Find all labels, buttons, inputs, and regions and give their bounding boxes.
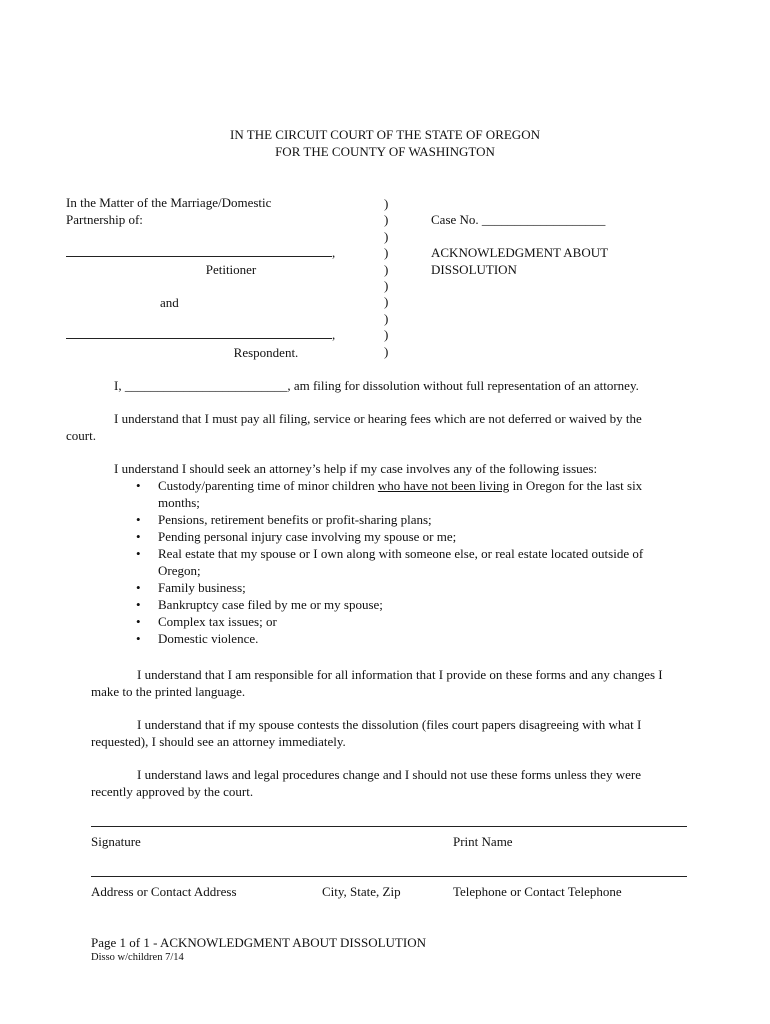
- paren-3: ): [384, 228, 389, 244]
- bullet-icon: •: [136, 546, 141, 561]
- filing-statement: I, _________________________, am filing for dissolution without full representation of an attorney.: [114, 378, 639, 393]
- paren-7: ): [384, 294, 389, 310]
- paren-6: ): [384, 277, 389, 293]
- issue-custody-pre: Custody/parenting time of minor children: [158, 478, 378, 493]
- petitioner-label: Petitioner: [205, 262, 257, 277]
- list-item: [114, 579, 684, 596]
- signature-line[interactable]: [91, 826, 687, 827]
- city-state-zip-label: City, State, Zip: [322, 884, 401, 899]
- list-item: [114, 630, 684, 647]
- attorney-issues-list: [114, 477, 684, 647]
- list-item: [114, 596, 684, 613]
- bullet-icon: •: [136, 580, 141, 595]
- bullet-icon: •: [136, 597, 141, 612]
- petitioner-name-line: [66, 256, 332, 257]
- list-item: [114, 477, 684, 511]
- fees-paragraph-line2: court.: [66, 428, 96, 443]
- issue-text: Family business;: [158, 580, 246, 595]
- list-item: [114, 545, 684, 579]
- respondent-comma: ,: [332, 327, 336, 342]
- document-title-line1: ACKNOWLEDGMENT ABOUT: [431, 245, 609, 260]
- case-number-field[interactable]: Case No. ___________________: [431, 212, 606, 227]
- form-identifier: Disso w/children 7/14: [91, 952, 184, 963]
- court-name-line1: IN THE CIRCUIT COURT OF THE STATE OF OREGON: [230, 127, 540, 142]
- issue-custody-post: in Oregon for the last six months;: [158, 478, 643, 510]
- attorney-issues-intro: I understand I should seek an attorney’s help if my case involves any of the following issues:: [114, 461, 598, 476]
- issue-text: Pending personal injury case involving my spouse or me;: [158, 529, 457, 544]
- responsible-paragraph-line1: I understand that I am responsible for all information that I provide on these forms and any changes I: [137, 667, 663, 682]
- signature-label: Signature: [91, 834, 141, 849]
- telephone-label: Telephone or Contact Telephone: [453, 884, 622, 899]
- address-label: Address or Contact Address: [91, 884, 237, 899]
- issue-text: Bankruptcy case filed by me or my spouse;: [158, 597, 383, 612]
- bullet-icon: •: [136, 478, 141, 493]
- laws-paragraph-line2: recently approved by the court.: [91, 784, 254, 799]
- bullet-icon: •: [136, 512, 141, 527]
- issue-text: Domestic violence.: [158, 631, 259, 646]
- address-line[interactable]: [91, 876, 687, 877]
- issue-text: Complex tax issues; or: [158, 614, 277, 629]
- bullet-icon: •: [136, 614, 141, 629]
- issue-text: Real estate that my spouse or I own along with someone else, or real estate located outside of Oregon;: [158, 546, 644, 578]
- paren-4: ): [384, 245, 389, 261]
- court-county-line2: FOR THE COUNTY OF WASHINGTON: [275, 144, 495, 159]
- matter-label-line2: Partnership of:: [66, 212, 143, 227]
- paren-2: ): [384, 212, 389, 228]
- list-item: [114, 613, 684, 630]
- responsible-paragraph-line2: make to the printed language.: [91, 684, 246, 699]
- paren-5: ): [384, 261, 389, 277]
- page-footer: Page 1 of 1 - ACKNOWLEDGMENT ABOUT DISSOLUTION: [91, 935, 426, 950]
- contest-paragraph-line2: requested), I should see an attorney immediately.: [91, 734, 346, 749]
- respondent-label: Respondent.: [233, 345, 299, 360]
- issue-text: Pensions, retirement benefits or profit-sharing plans;: [158, 512, 432, 527]
- paren-10: ): [384, 343, 389, 359]
- paren-9: ): [384, 327, 389, 343]
- document-title-line2: DISSOLUTION: [431, 262, 517, 277]
- contest-paragraph-line1: I understand that if my spouse contests the dissolution (files court papers disagreeing with what I: [137, 717, 642, 732]
- bullet-icon: •: [136, 529, 141, 544]
- respondent-name-line: [66, 338, 332, 339]
- paren-8: ): [384, 310, 389, 326]
- list-item: [114, 511, 684, 528]
- list-item: [114, 528, 684, 545]
- matter-label-line1: In the Matter of the Marriage/Domestic: [66, 195, 272, 210]
- fees-paragraph-line1: I understand that I must pay all filing, service or hearing fees which are not deferred or waived by the: [114, 411, 642, 426]
- print-name-label: Print Name: [453, 834, 513, 849]
- caption-parentheses: [384, 195, 394, 359]
- bullet-icon: •: [136, 631, 141, 646]
- paren-1: ): [384, 196, 389, 211]
- and-label: and: [160, 295, 179, 310]
- laws-paragraph-line1: I understand laws and legal procedures change and I should not use these forms unless they were: [137, 767, 641, 782]
- issue-custody-underlined: who have not been living: [377, 478, 510, 493]
- petitioner-comma: ,: [332, 245, 336, 260]
